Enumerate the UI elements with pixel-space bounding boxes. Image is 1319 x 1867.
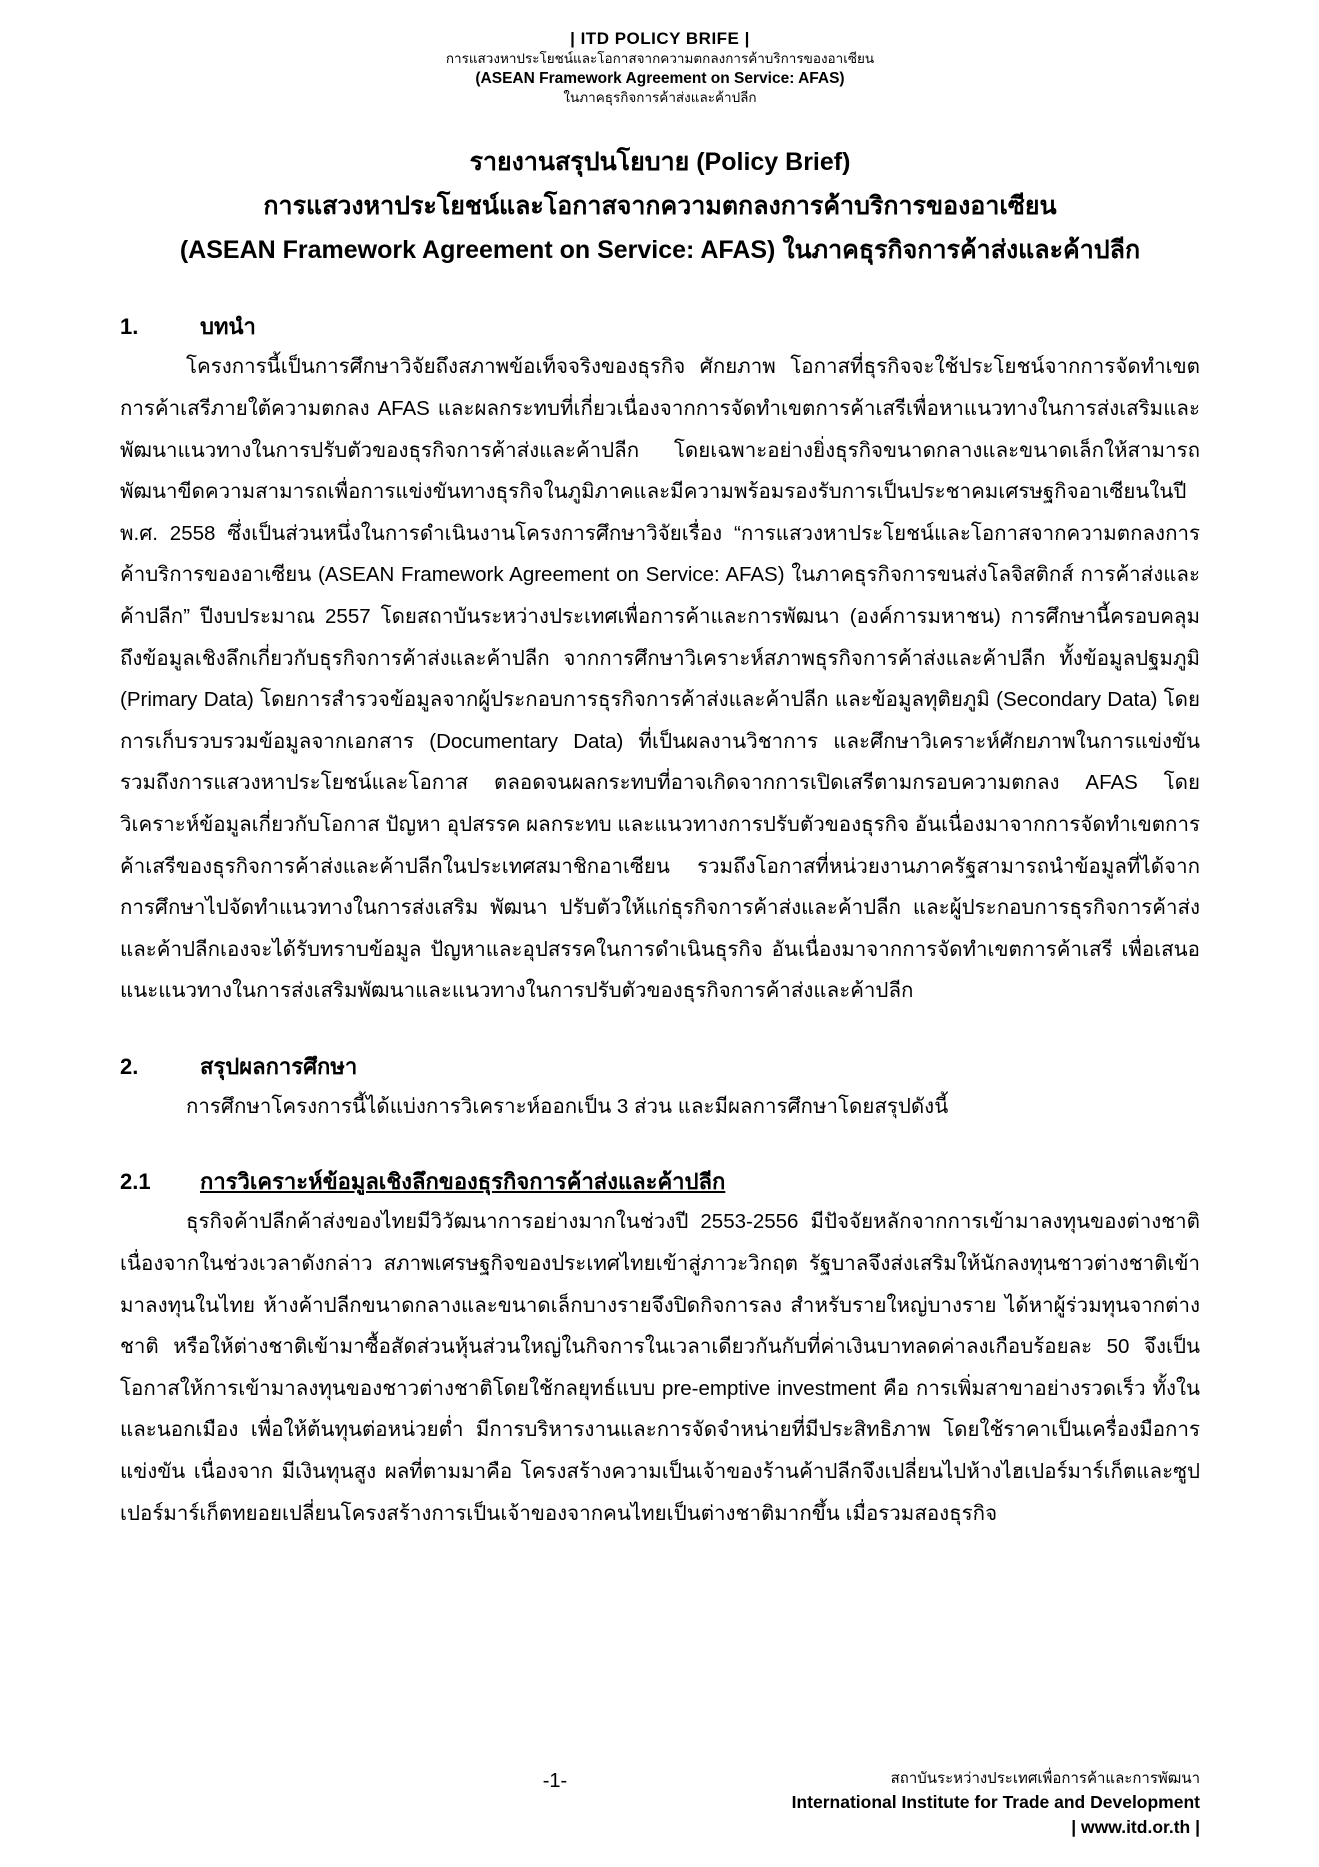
header-subtitle-en: (ASEAN Framework Agreement on Service: AFAS) xyxy=(475,70,845,88)
footer-org-english: International Institute for Trade and Development xyxy=(791,1791,1200,1812)
running-header xyxy=(120,28,1200,106)
section-2-1-heading xyxy=(120,1165,1200,1199)
section-2-paragraph: การศึกษาโครงการนี้ได้แบ่งการวิเคราะห์ออกเป็น 3 ส่วน และมีผลการศึกษาโดยสรุปดังนี้ xyxy=(186,1094,949,1118)
section-2-1-number: 2.1 xyxy=(120,1169,151,1195)
section-2-heading xyxy=(120,1050,1200,1084)
title-line-1: รายงานสรุปนโยบาย (Policy Brief) xyxy=(469,148,851,177)
header-brand: | ITD POLICY BRIFE | xyxy=(570,29,750,48)
section-1-paragraph: โครงการนี้เป็นการศึกษาวิจัยถึงสภาพข้อเท็จจริงของธุรกิจ ศักยภาพ โอกาสที่ธุรกิจจะใช้ประโยชน์จากการจัดทำเขตการค้าเสรีภายใต้ความตกลง AFAS และผลกระทบที่เกี่ยวเนื่องจากการจัดทำเขตการค้าเสรีเพื่อหาแนวทางในการส่งเสริมและพัฒนาแนวทางในการปรับตัวของธุรกิจการค้าส่งและค้าปลีก โดยเฉพาะอย่างยิ่งธุรกิจขนาดกลางและขนาดเล็กให้สามารถพัฒนาขีดความสามารถเพื่อการแข่งขันทางธุรกิจในภูมิภาคและมีความพร้อมรองรับการเป็นประชาคมเศรษฐกิจอาเซียนในปี พ.ศ. 2558 ซึ่งเป็นส่วนหนึ่งในการดำเนินงานโครงการศึกษาวิจัยเรื่อง “การแสวงหาประโยชน์และโอกาสจากความตกลงการค้าบริการของอาเซียน (ASEAN Framework Agreement on Service: AFAS) ในภาคธุรกิจการขนส่งโลจิสติกส์ การค้าส่งและค้าปลีก” ปีงบประมาณ 2557 โดยสถาบันระหว่างประเทศเพื่อการค้าและการพัฒนา (องค์การมหาชน) การศึกษานี้ครอบคลุมถึงข้อมูลเชิงลึกเกี่ยวกับธุรกิจการค้าส่งและค้าปลีก จากการศึกษาวิเคราะห์สภาพธุรกิจการค้าส่งและค้าปลีก ทั้งข้อมูลปฐมภูมิ (Primary Data) โดยการสำรวจข้อมูลจากผู้ประกอบการธุรกิจการค้าส่งและค้าปลีก และข้อมูลทุติยภูมิ (Secondary Data) โดยการเก็บรวบรวมข้อมูลจากเอกสาร (Documentary Data) ที่เป็นผลงานวิชาการ และศึกษาวิเคราะห์ศักยภาพในการแข่งขัน รวมถึงการแสวงหาประโยชน์และโอกาส ตลอดจนผลกระทบที่อาจเกิดจากการเปิดเสรีตามกรอบความตกลง AFAS โดยวิเคราะห์ข้อมูลเกี่ยวกับโอกาส ปัญหา อุปสรรค ผลกระทบ และแนวทางการปรับตัวของธุรกิจ อันเนื่องมาจากการจัดทำเขตการค้าเสรีของธุรกิจการค้าส่งและค้าปลีกในประเทศสมาชิกอาเซียน รวมถึงโอกาสที่หน่วยงานภาครัฐสามารถนำข้อมูลที่ได้จากการศึกษาไปจัดทำแนวทางในการส่งเสริม พัฒนา ปรับตัวให้แก่ธุรกิจการค้าส่งและค้าปลีก และผู้ประกอบการธุรกิจการค้าส่งและค้าปลีกเองจะได้รับทราบข้อมูล ปัญหาและอุปสรรคในการดำเนินธุรกิจ อันเนื่องมาจากการจัดทำเขตการค้าเสรี เพื่อเสนอแนะแนวทางในการส่งเสริมพัฒนาและแนวทางในการปรับตัวของธุรกิจการค้าส่งและค้าปลีก xyxy=(120,355,1200,1003)
footer-organization xyxy=(792,1768,1200,1841)
section-2-number: 2. xyxy=(120,1053,139,1079)
title-line-2: การแสวงหาประโยชน์และโอกาสจากความตกลงการค้าบริการของอาเซียน xyxy=(263,192,1057,221)
header-sector: ในภาคธุรกิจการค้าส่งและค้าปลีก xyxy=(563,89,757,105)
section-2-1-title: การวิเคราะห์ข้อมูลเชิงลึกของธุรกิจการค้าส่งและค้าปลีก xyxy=(200,1169,726,1195)
title-line-3: (ASEAN Framework Agreement on Service: AFAS) ในภาคธุรกิจการค้าส่งและค้าปลีก xyxy=(179,236,1141,265)
section-1-title: บทนำ xyxy=(200,314,256,340)
page-number: -1- xyxy=(542,1770,568,1792)
section-1-number: 1. xyxy=(120,314,139,340)
footer-org-thai: สถาบันระหว่างประเทศเพื่อการค้าและการพัฒนา xyxy=(890,1770,1200,1787)
footer-website: | www.itd.or.th | xyxy=(1071,1817,1200,1838)
header-subtitle-th: การแสวงหาประโยชน์และโอกาสจากความตกลงการค้าบริการของอาเซียน xyxy=(445,51,875,67)
section-2-1-paragraph: ธุรกิจค้าปลีกค้าส่งของไทยมีวิวัฒนาการอย่างมากในช่วงปี 2553-2556 มีปัจจัยหลักจากการเข้ามาลงทุนของต่างชาติ เนื่องจากในช่วงเวลาดังกล่าว สภาพเศรษฐกิจของประเทศไทยเข้าสู่ภาวะวิกฤต รัฐบาลจึงส่งเสริมให้นักลงทุนชาวต่างชาติเข้ามาลงทุนในไทย ห้างค้าปลีกขนาดกลางและขนาดเล็กบางรายจึงปิดกิจการลง สำหรับรายใหญ่บางราย ได้หาผู้ร่วมทุนจากต่างชาติ หรือให้ต่างชาติเข้ามาซื้อสัดส่วนหุ้นส่วนใหญ่ในกิจการในเวลาเดียวกันกับที่ค่าเงินบาทลดค่าลงเกือบร้อยละ 50 จึงเป็นโอกาสให้การเข้ามาลงทุนของชาวต่างชาติโดยใช้กลยุทธ์แบบ pre-emptive investment คือ การเพิ่มสาขาอย่างรวดเร็ว ทั้งในและนอกเมือง เพื่อให้ต้นทุนต่อหน่วยต่ำ มีการบริหารงานและการจัดจำหน่ายที่มีประสิทธิภาพ โดยใช้ราคาเป็นเครื่องมือการแข่งขัน เนื่องจาก มีเงินทุนสูง ผลที่ตามมาคือ โครงสร้างความเป็นเจ้าของร้านค้าปลีกจึงเปลี่ยนไปห้างไฮเปอร์มาร์เก็ตและซูปเปอร์มาร์เก็ตทยอยเปลี่ยนโครงสร้างการเป็นเจ้าของจากคนไทยเป็นต่างชาติมากขึ้น เมื่อรวมสองธุรกิจ xyxy=(120,1210,1200,1525)
section-2-title: สรุปผลการศึกษา xyxy=(200,1053,358,1079)
document-title xyxy=(120,140,1200,272)
section-1-heading xyxy=(120,310,1200,344)
